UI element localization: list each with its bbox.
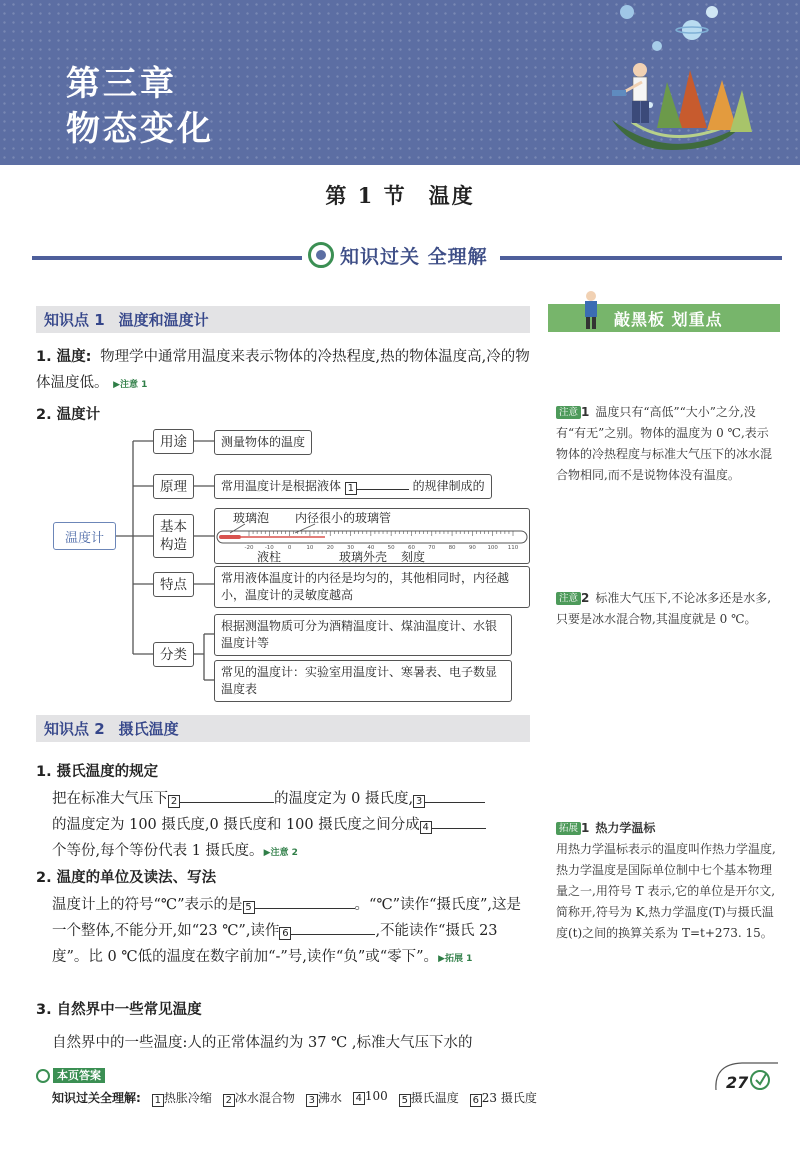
kp2-h1: 1. 摄氏温度的规定 [36, 764, 159, 780]
thermometer-tick-label: 100 [487, 545, 498, 551]
thermometer-diagram [214, 508, 530, 564]
kp2-p2-c: ,不能读作“摄氏 23 度”。比 0 ℃低的温度在数字前加“-”号,读作“负”或“零下”。 [52, 923, 498, 965]
thermometer-tick-label: 90 [468, 545, 476, 551]
note2-text: 标准大气压下,不论冰多还是水多,只要是冰水混合物,其温度就是 0 ℃。 [556, 591, 772, 626]
answers-lead: 知识过关全理解: [52, 1091, 141, 1105]
thermometer-tick-label: 20 [326, 545, 334, 551]
section-title [0, 180, 800, 210]
kp2-p1 [52, 786, 530, 866]
kp2-p1-c: 的温度定为 100 摄氏度,0 摄氏度和 100 摄氏度之间分成 [52, 817, 420, 833]
note2-tag: 注意 [556, 592, 581, 605]
blank-number-3: 3 [413, 795, 425, 808]
knowledge-bar-title: 知识过关 全理解 [340, 245, 488, 268]
thermometer-drawing [215, 523, 529, 551]
divider-left [32, 256, 302, 260]
note1-number: 1 [581, 405, 590, 419]
knowledge-point-2-header [36, 715, 530, 742]
answer-6-number: 6 [470, 1094, 482, 1107]
blank-number-2: 2 [168, 795, 180, 808]
answer-blank-3[interactable] [425, 802, 485, 803]
answer-4 [353, 1089, 388, 1107]
knowledge-point-1-header [36, 306, 530, 333]
ext1-title: 热力学温标 [595, 821, 656, 835]
sidebar-title: 敲黑板 划重点 [614, 309, 723, 329]
mindmap-node-use: 用途 [153, 429, 194, 454]
mindmap-features-content: 常用液体温度计的内径是均匀的，其他相同时，内径越小，温度计的灵敏度越高 [214, 566, 530, 608]
divider-right [500, 256, 782, 260]
thermometer-tick-label: 10 [306, 545, 314, 551]
mindmap-categories-content-b: 常见的温度计：实验室用温度计、寒暑表、电子数显温度表 [214, 660, 512, 702]
thermometer-tick-label: 0 [287, 545, 292, 551]
ext1-ref-link[interactable]: ▶拓展 1 [438, 954, 473, 964]
principle-text-post: 的规律制成的 [412, 479, 485, 493]
sidebar-note-1 [556, 402, 778, 486]
kp1-item1 [36, 344, 530, 398]
thermometer-tick-label: 60 [407, 545, 415, 551]
teacher-icon [580, 290, 602, 330]
thermometer-tick-label: 40 [367, 545, 375, 551]
label-scale: 刻度 [401, 550, 426, 564]
mindmap-node-principle: 原理 [153, 474, 194, 499]
ext1-tag: 拓展 [556, 822, 581, 835]
answer-blank-6[interactable] [291, 934, 375, 935]
label-tube: 内径很小的玻璃管 [295, 511, 392, 525]
boy-on-boat-illustration [572, 0, 800, 165]
label-liquid: 液柱 [257, 550, 282, 564]
mindmap-root-node: 温度计 [53, 522, 116, 550]
section-name: 温度 [428, 183, 475, 208]
kp2-p2-a: 温度计上的符号“℃”表示的是 [52, 897, 243, 913]
answer-blank-2[interactable] [180, 802, 274, 803]
chapter-title: 物态变化 [66, 109, 214, 149]
answer-5-number: 5 [399, 1094, 411, 1107]
thermometer-tick-label: -10 [264, 545, 274, 551]
sidebar-ext-1 [556, 818, 778, 944]
mindmap-node-structure: 基本构造 [153, 514, 194, 558]
answers-label [36, 1068, 105, 1083]
page-number: 27 [726, 1073, 749, 1092]
mindmap-node-categories: 分类 [153, 642, 194, 667]
knowledge-bar [308, 238, 498, 272]
label-shell: 玻璃外壳 [339, 550, 388, 564]
kp1-item2-head: 2. 温度计 [36, 407, 101, 423]
answer-2 [223, 1089, 295, 1107]
sidebar-note-2 [556, 588, 778, 630]
knowledge-logo-icon [308, 242, 334, 268]
answer-4-text: 100 [364, 1089, 388, 1103]
answers-label-text: 本页答案 [53, 1068, 105, 1083]
kp2-h2: 2. 温度的单位及读法、写法 [36, 870, 217, 886]
answer-5 [399, 1089, 459, 1107]
ext1-text: 用热力学温标表示的温度叫作热力学温度,热力学温度是国际单位制中七个基本物理量之一,用符号 T 表示,它的单位是开尔文,简称开,符号为 K,热力学温度(T)与摄氏温度(t)之间的换算关系为 T=t+273. 15。 [556, 842, 776, 940]
chapter-number: 第三章 [66, 64, 177, 104]
thermometer-tick-label: 70 [428, 545, 436, 551]
thermometer-tick-label: 30 [347, 545, 355, 551]
answer-1-text: 热胀冷缩 [163, 1091, 212, 1105]
kp1-item1-text: 物理学中通常用温度来表示物体的冷热程度,热的物体温度高,冷的物体温度低。 [36, 349, 530, 391]
kp2-h3: 3. 自然界中一些常见温度 [36, 1002, 202, 1018]
answer-5-text: 摄氏温度 [410, 1091, 459, 1105]
note1-text: 温度只有“高低”“大小”之分,没有“有无”之别。物体的温度为 0 ℃,表示物体的冷热程度与标准大气压下的冰水混合物相同,而不是说物体没有温度。 [556, 405, 773, 482]
thermometer-tick-label: 110 [507, 545, 519, 551]
mindmap-use-content: 测量物体的温度 [214, 430, 312, 455]
answer-3 [306, 1089, 342, 1107]
kp2-title: 摄氏温度 [118, 720, 179, 738]
answer-2-number: 2 [223, 1094, 235, 1107]
blank-number-6: 6 [279, 927, 291, 940]
thermometer-tick-label: 80 [448, 545, 456, 551]
kp2-p2 [52, 892, 530, 972]
principle-text-pre: 常用温度计是根据液体 [221, 479, 342, 493]
kp1-item1-head: 1. 温度: [36, 349, 92, 365]
note2-ref-link[interactable]: ▶注意 2 [263, 848, 298, 858]
mindmap-principle-content [214, 474, 492, 499]
answers-row [52, 1089, 537, 1107]
thermometer-tick-label: -20 [244, 545, 254, 551]
answer-2-text: 冰水混合物 [234, 1091, 295, 1105]
answer-3-number: 3 [306, 1094, 318, 1107]
kp1-title: 温度和温度计 [118, 311, 209, 329]
section-number: 第 1 节 [325, 183, 407, 208]
answer-6 [470, 1089, 537, 1107]
mindmap-node-features: 特点 [153, 572, 194, 597]
answer-1 [152, 1089, 212, 1107]
kp2-p2-b: 。“℃”读作“摄氏度”,这是一个整体,不能分开,如“23 ℃”,读作 [52, 897, 522, 939]
kp2-p1-d: 个等份,每个等份代表 1 摄氏度。 [52, 843, 264, 859]
answer-6-text: 23 摄氏度 [481, 1091, 537, 1105]
kp2-p1-b: 的温度定为 0 摄氏度, [274, 791, 414, 807]
answer-blank-5[interactable] [255, 908, 355, 909]
answer-4-number: 4 [353, 1092, 365, 1105]
note2-number: 2 [581, 591, 590, 605]
mindmap-categories-content-a: 根据测温物质可分为酒精温度计、煤油温度计、水银温度计等 [214, 614, 512, 656]
answer-blank-1[interactable] [357, 489, 409, 490]
answer-1-number: 1 [152, 1094, 164, 1107]
kp2-p3: 自然界中的一些温度:人的正常体温约为 37 ℃ ,标准大气压下水的 [52, 1035, 473, 1051]
label-bulb: 玻璃泡 [233, 511, 270, 525]
kp2-number: 知识点 2 [44, 720, 105, 738]
kp1-number: 知识点 1 [44, 311, 105, 329]
ext1-number: 1 [581, 821, 590, 835]
answer-blank-4[interactable] [432, 828, 486, 829]
blank-number-5: 5 [243, 901, 255, 914]
key-icon [36, 1069, 50, 1083]
chapter-banner [0, 0, 800, 165]
kp2-p1-a: 把在标准大气压下 [52, 791, 168, 807]
sidebar-header [548, 304, 780, 332]
blank-number-1: 1 [345, 482, 357, 495]
thermometer-tick-label: 50 [387, 545, 395, 551]
answer-3-text: 沸水 [317, 1091, 342, 1105]
blank-number-4: 4 [420, 821, 432, 834]
note1-ref-link[interactable]: ▶注意 1 [113, 380, 148, 390]
note1-tag: 注意 [556, 406, 581, 419]
